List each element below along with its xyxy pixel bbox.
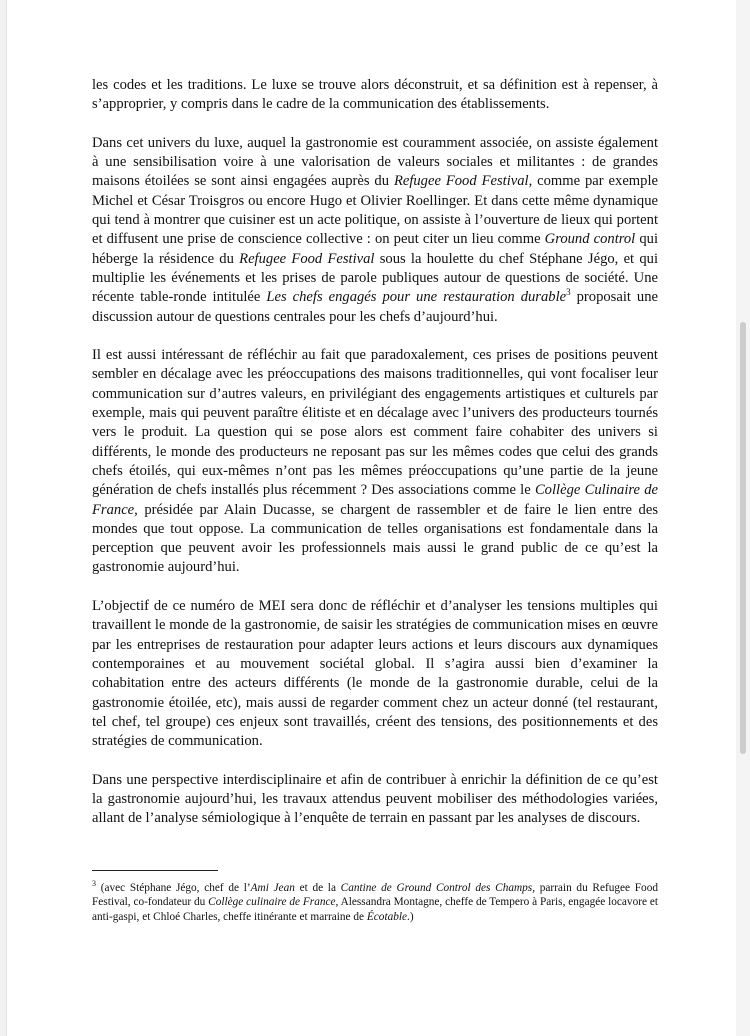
italic-run: Cantine de Ground Control des Champs <box>340 881 533 894</box>
paragraph-4: Dans une perspective interdisciplinaire et afin de contribuer à enrichir la définition de ce qu’est la gastronomie aujourd’hui, les travaux attendus peuvent mobiliser des méthodologies variées, allant de l’analyse sémiologique à l’enquête de terrain en passant par les analyses de discours. <box>92 771 658 827</box>
italic-run: Ground control <box>544 231 636 248</box>
text-run: .) <box>407 910 414 923</box>
italic-run: Les chefs engagés pour une restauration durable <box>266 289 567 306</box>
text-run: proposait une discussion autour de questions centrales pour les chefs d’aujourd’hui. <box>92 289 659 325</box>
italic-run: Refugee Food Festival <box>239 250 375 267</box>
paragraph-2 <box>92 346 658 578</box>
text-run: et de la <box>294 881 341 894</box>
italic-run: Écotable <box>366 910 408 923</box>
italic-run: Refugee Food Festival <box>393 173 529 190</box>
document-page <box>92 76 658 924</box>
footnote <box>92 878 659 925</box>
paragraph-1 <box>92 134 658 327</box>
left-frame-edge <box>0 0 7 1036</box>
scrollbar-track[interactable] <box>736 0 750 1036</box>
text-run: , Alessandra Montagne, cheffe de Tempero à Paris, engagée locavore et anti-gaspi, et Chloé Charles, cheffe itinérante et marraine de <box>92 896 659 923</box>
footnote-mark: 3 <box>92 878 96 888</box>
italic-run: Collège Culinaire de France, <box>92 482 658 518</box>
italic-run: Collège culinaire de France <box>208 896 336 909</box>
paragraph-3: L’objectif de ce numéro de MEI sera donc de réfléchir et d’analyser les tensions multiples qui travaillent le monde de la gastronomie, de saisir les stratégies de communication mises en œuvre par les entreprises de restauration pour adapter leurs actions et leurs discours aux dynamiques contemporaines et au mouvement sociétal global. Il s’agira aussi bien d’examiner la cohabitation entre des acteurs différents (le monde de la gastronomie durable, celui de la gastronomie étoilée, etc), mais aussi de regarder comment chez un acteur donné (tel restaurant, tel chef, tel groupe) ces enjeux sont travaillés, créent des tensions, des positionnements et des stratégies de communication. <box>92 598 658 750</box>
text-run: qui héberge la résidence du <box>92 231 658 267</box>
italic-run: Ami Jean <box>250 881 295 894</box>
footnote-divider <box>92 870 218 871</box>
paragraph-0: les codes et les traditions. Le luxe se trouve alors déconstruit, et sa définition est à repenser, à s’approprier, y compris dans le cadre de la communication des établissements. <box>92 77 658 113</box>
text-run: (avec Stéphane Jégo, chef de l’ <box>96 881 251 894</box>
footnote-reference[interactable]: 3 <box>566 287 571 298</box>
text-run: présidée par Alain Ducasse, se chargent de rassembler et de faire le lien entre des mondes que tout oppose. La communication de telles organisations est fondamentale dans la perception que peuvent avoir les professionnels mais aussi le grand public de ce qu’est la gastronomie aujourd’hui. <box>92 501 658 576</box>
text-run: Il est aussi intéressant de réfléchir au fait que paradoxalement, ces prises de positions peuvent sembler en décalage avec les préoccupations des maisons traditionnelles, qui vont focaliser leur communication sur d’autres valeurs, en privilégiant des engagements artistiques et culturels par exemple, mais qui peuvent paraître élitiste et en décalage avec l’univers des producteurs tournés vers le produit. La question qui se pose alors est comment faire cohabiter des univers si différents, le monde des producteurs ne reposant pas sur les mêmes codes que celui des grands chefs étoilés, qui eux-mêmes n’ont pas les mêmes préoccupations qu’une partie de la jeune génération de chefs installés plus récemment ? Des associations comme le <box>92 347 658 499</box>
scrollbar-thumb[interactable] <box>740 322 746 754</box>
text-run: , parrain du Refugee Food Festival, co-fondateur du <box>92 881 658 909</box>
text-run: sous la houlette du chef Stéphane Jégo, et qui multiplie les événements et les prises de parole publiques autour de questions de société. Une récente table-ronde intitulée <box>92 250 658 306</box>
text-run: Dans cet univers du luxe, auquel la gastronomie est couramment associée, on assiste également à une sensibilisation voire à une valorisation de valeurs sociales et militantes : de grandes maisons étoilées se sont ainsi engagées auprès du <box>92 134 658 190</box>
text-run: , comme par exemple Michel et César Troisgros ou encore Hugo et Olivier Roellinger. Et dans cette même dynamique qui tend à montrer que cuisiner est un acte politique, on assiste à l’ouverture de lieux qui portent et diffusent une prise de conscience collective : on peut citer un lieu comme <box>92 173 658 248</box>
